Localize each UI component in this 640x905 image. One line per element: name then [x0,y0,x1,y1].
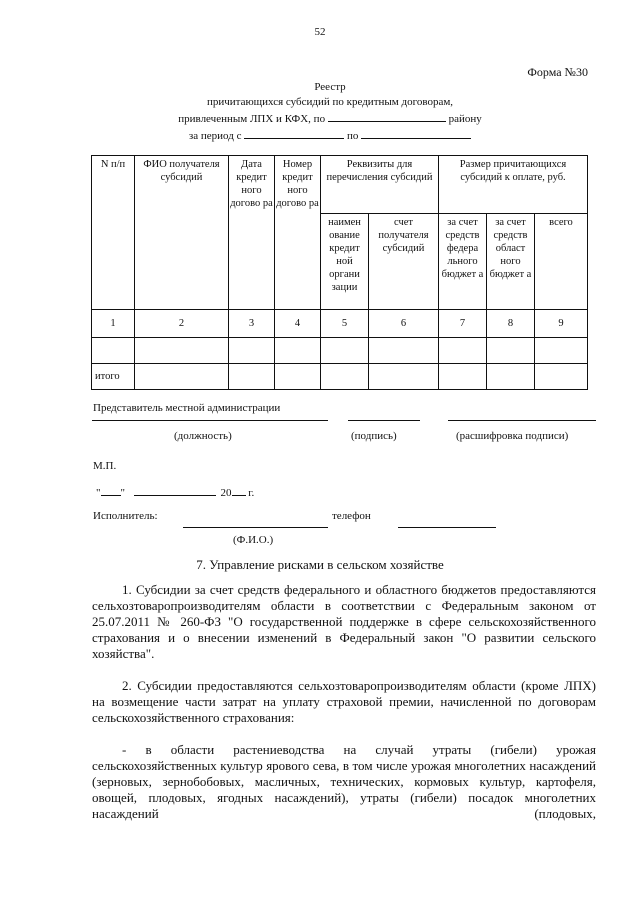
column-number: 2 [135,310,229,338]
position-caption: (должность) [174,430,232,442]
title-line-3-pre: привлеченным ЛПХ и КФХ, по [178,113,326,125]
title-line-3 [150,110,510,127]
header-federal-budget: за счет средств федера льного бюджет а [439,214,487,310]
paragraph-text: 2. Субсидии предоставляются сельхозтоваропроизводителям области (кроме ЛПХ) на возмещение части затрат на уплату страховой премии, начисленной по договорам сельскохозяйственного страхования: [92,678,596,725]
header-regional-budget: за счет средств област ного бюджет а [487,214,535,310]
paragraph-1 [92,582,596,662]
decoding-line [448,420,596,421]
title-line-4-pre: за период с [188,130,242,142]
year-prefix: 20 [220,487,232,499]
header-fio: ФИО получателя субсидий [135,156,229,310]
title-line-3-post: району [448,113,482,125]
title-line-4 [150,127,510,144]
phone-line [398,527,496,528]
page-number: 52 [314,26,326,38]
signature-line [348,420,420,421]
total-label: итого [92,364,135,390]
stamp-label: М.П. [93,460,117,472]
header-total: всего [535,214,588,310]
signature-caption: (подпись) [351,430,397,442]
decoding-caption: (расшифровка подписи) [456,430,569,442]
month-blank [134,484,216,496]
column-number: 4 [275,310,321,338]
column-number-row [92,310,588,338]
paragraph-text: - в области растениеводства на случай утраты (гибели) урожая сельскохозяйственных культур ярового сева, в том числе урожая многолетних насаждений (зерновых, зернобобовых, масличных, технических, кормовых культур, картофеля, овощей, плодовых, ягодных насаждений), утраты (гибели) посадок многолетних насаждений (плодовых, [92,742,596,821]
executor-label: Исполнитель: [93,510,158,522]
year-suffix: г. [248,487,255,499]
section-title: 7. Управление рисками в сельском хозяйстве [196,557,444,572]
column-number: 3 [229,310,275,338]
header-amount: Размер причитающихся субсидий к оплате, руб. [439,156,588,214]
fio-caption: (Ф.И.О.) [233,534,274,546]
header-account: счет получателя субсидий [369,214,439,310]
paragraph-text: 1. Субсидии за счет средств федерального и областного бюджетов предоставляются сельхозтоваропроизводителям области в соответствии с Федеральным законом от 25.07.2011 № 260-ФЗ "О государственной поддержке в сфере сельскохозяйственного страхования и о внесении изменений в Федеральный закон "О развитии сельского хозяйства". [92,582,596,661]
column-number: 6 [369,310,439,338]
header-bank-name: наимен ование кредит ной органи зации [321,214,369,310]
period-to-blank [361,127,471,139]
paragraph-3 [92,742,596,822]
district-blank [328,110,446,122]
total-row [92,364,588,390]
header-requisites: Реквизиты для перечисления субсидий [321,156,439,214]
day-blank [101,484,121,496]
date-quote-open: " [96,487,101,499]
header-contract-number: Номер кредит ного догово ра [275,156,321,310]
registry-table [91,155,588,390]
title-line-1: Реестр [314,81,346,93]
date-line [96,484,254,499]
representative-label: Представитель местной администрации [93,402,281,414]
phone-label: телефон [332,510,371,522]
form-label: Форма №30 [527,65,588,79]
column-number: 7 [439,310,487,338]
column-number: 8 [487,310,535,338]
empty-data-row [92,338,588,364]
column-number: 9 [535,310,588,338]
header-date: Дата кредит ного догово ра [229,156,275,310]
column-number: 5 [321,310,369,338]
registry-title [150,80,510,144]
paragraph-2 [92,678,596,726]
date-quote-close: " [120,487,125,499]
title-line-4-mid: по [346,130,359,142]
title-line-2: причитающихся субсидий по кредитным договорам, [206,96,454,108]
year-blank [232,484,246,496]
position-line [92,420,328,421]
header-num: N п/п [92,156,135,310]
column-number: 1 [92,310,135,338]
executor-line [183,527,328,528]
period-from-blank [244,127,344,139]
